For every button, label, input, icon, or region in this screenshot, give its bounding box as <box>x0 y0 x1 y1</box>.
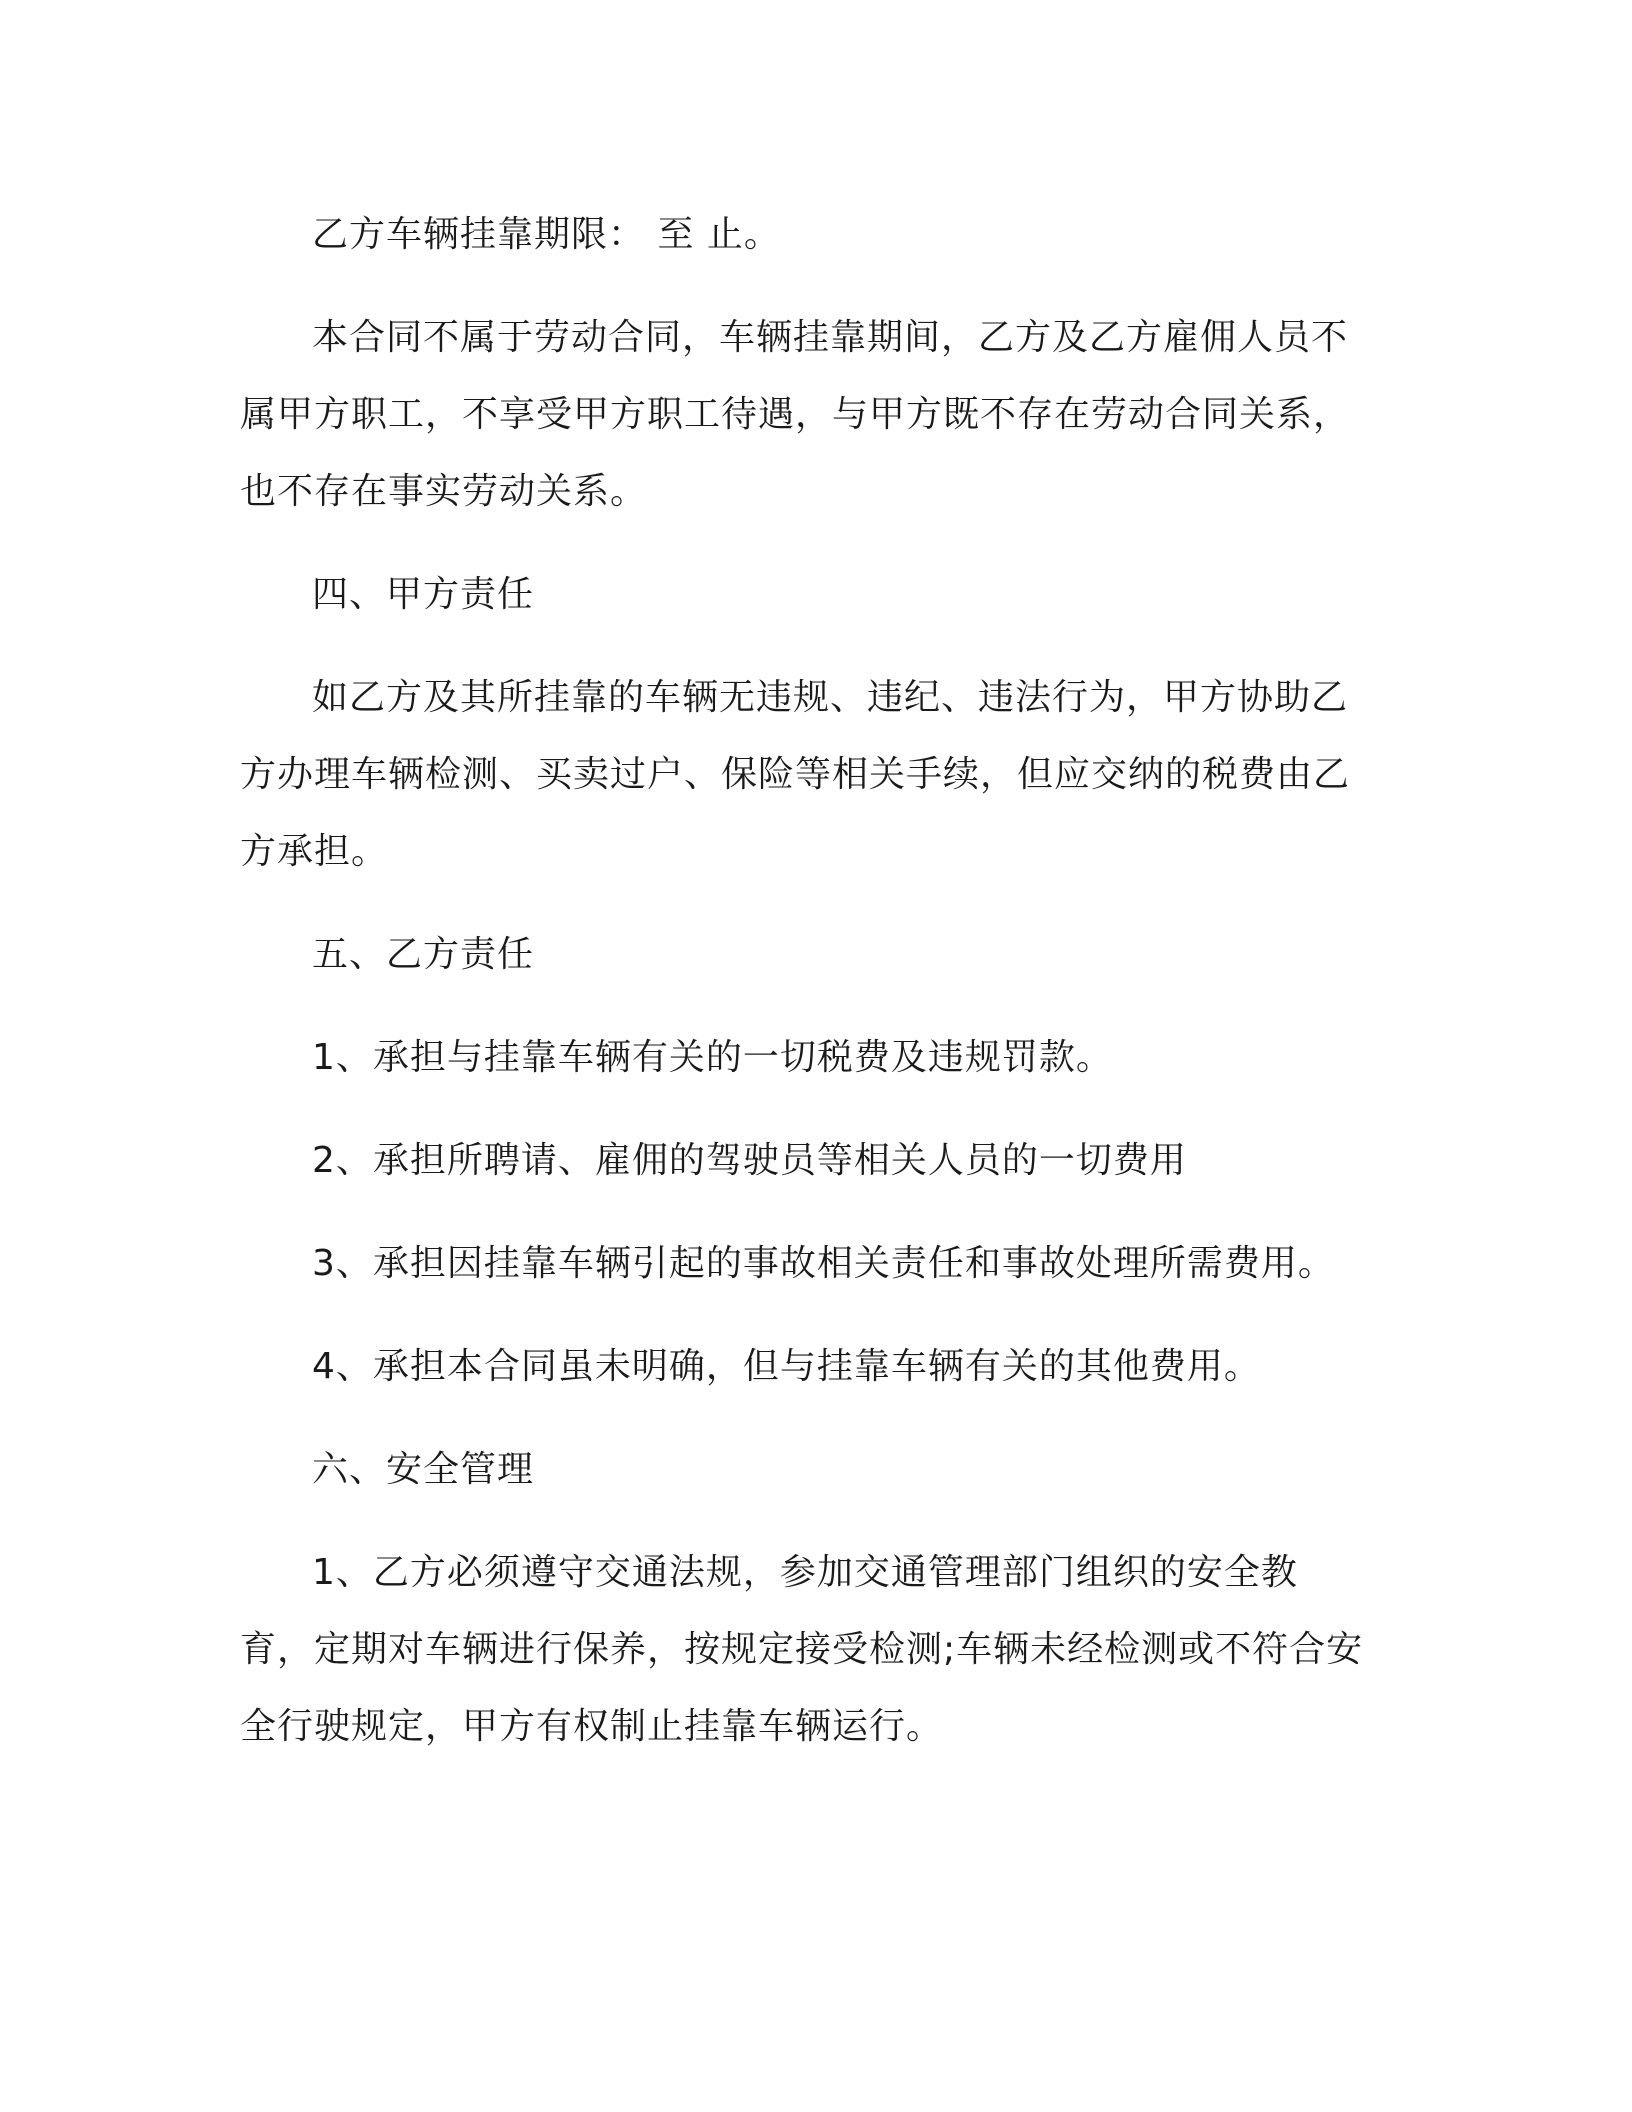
party-b-item-1: 1、承担与挂靠车辆有关的一切税费及违规罚款。 <box>312 1037 1113 1078</box>
section-heading-safety: 六、安全管理 <box>312 1449 535 1490</box>
section-heading-party-a: 四、甲方责任 <box>312 574 535 615</box>
party-b-item-2: 2、承担所聘请、雇佣的驾驶员等相关人员的一切费用 <box>312 1140 1187 1181</box>
section-heading-party-b: 五、乙方责任 <box>312 934 535 975</box>
vehicle-term-paragraph: 乙方车辆挂靠期限： 至 止。 <box>312 214 781 255</box>
party-b-item-3: 3、承担因挂靠车辆引起的事故相关责任和事故处理所需费用。 <box>312 1243 1335 1284</box>
party-b-item-4: 4、承担本合同虽未明确，但与挂靠车辆有关的其他费用。 <box>312 1346 1261 1387</box>
document-page <box>240 196 1365 1765</box>
safety-item-1: 1、乙方必须遵守交通法规，参加交通管理部门组织的安全教育，定期对车辆进行保养，按规定接受检测;车辆未经检测或不符合安全行驶规定，甲方有权制止挂靠车辆运行。 <box>240 1552 1364 1747</box>
labor-relation-paragraph: 本合同不属于劳动合同，车辆挂靠期间，乙方及乙方雇佣人员不属甲方职工，不享受甲方职工待遇，与甲方既不存在劳动合同关系，也不存在事实劳动关系。 <box>240 317 1351 512</box>
party-a-duty-paragraph: 如乙方及其所挂靠的车辆无违规、违纪、违法行为，甲方协助乙方办理车辆检测、买卖过户、保险等相关手续，但应交纳的税费由乙方承担。 <box>240 677 1351 872</box>
